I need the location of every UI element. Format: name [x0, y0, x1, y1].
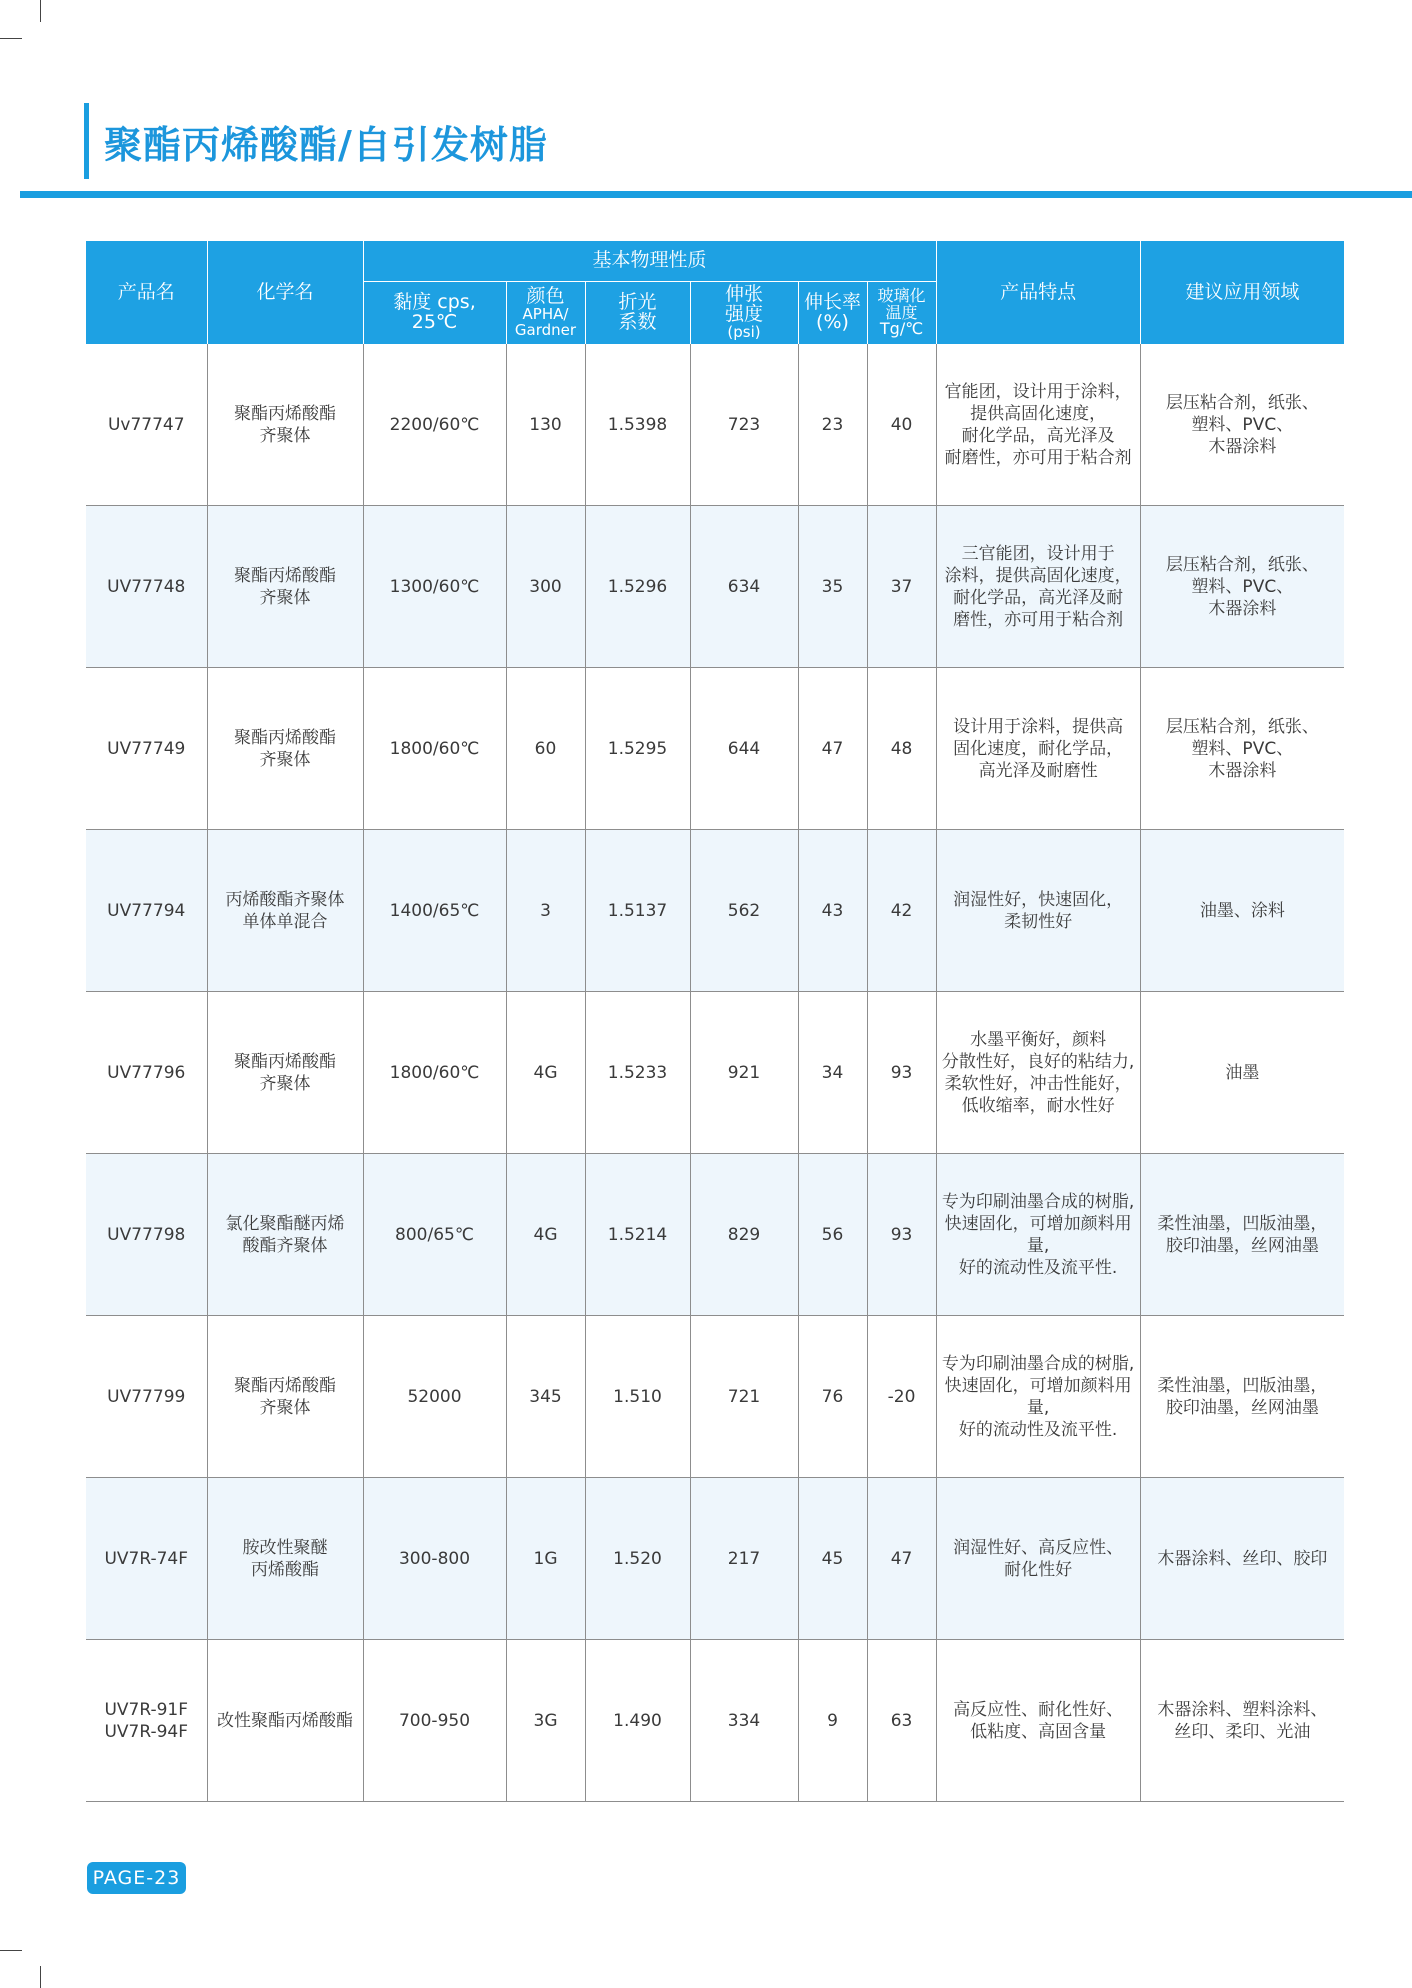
header-glass-transition: 玻璃化 温度 Tg/℃: [867, 282, 936, 345]
table-row: [86, 830, 1344, 992]
cell-features: [936, 1640, 1140, 1802]
cell-glass-transition: 63: [867, 1640, 936, 1802]
cell-color: 300: [506, 506, 585, 668]
cell-applications-line: 丝印、柔印、光油: [1174, 1721, 1311, 1742]
cell-elongation: 47: [798, 668, 867, 830]
cell-applications-line: 柔性油墨，凹版油墨，: [1157, 1213, 1328, 1234]
cell-features: [936, 506, 1140, 668]
cell-product: [86, 830, 207, 992]
cell-viscosity: 1800/60℃: [363, 668, 506, 830]
cell-features-line: 分散性好，良好的粘结力,: [941, 1051, 1135, 1072]
cell-applications-line: 木器涂料: [1208, 436, 1277, 457]
cell-features-line: 润湿性好、高反应性、: [953, 1537, 1124, 1558]
cell-applications-line: 层压粘合剂，纸张、: [1165, 554, 1319, 575]
cell-applications-line: 油墨: [1225, 1062, 1260, 1083]
cell-glass-transition: 42: [867, 830, 936, 992]
cell-tensile-strength: 634: [690, 506, 798, 668]
cell-chemical: [207, 830, 363, 992]
cell-applications-line: 木器涂料、丝印、胶印: [1157, 1548, 1328, 1569]
cell-applications-line: 层压粘合剂，纸张、: [1165, 716, 1319, 737]
cell-features: [936, 1154, 1140, 1316]
cell-applications-line: 塑料、PVC、: [1191, 576, 1294, 597]
cell-elongation: 35: [798, 506, 867, 668]
cell-chemical: [207, 344, 363, 506]
cell-applications-line: 木器涂料: [1208, 760, 1277, 781]
product-spec-table: [86, 241, 1344, 1802]
cell-refractive-index: 1.5296: [585, 506, 690, 668]
cell-tensile-strength: 829: [690, 1154, 798, 1316]
cell-color: 3G: [506, 1640, 585, 1802]
cell-tensile-strength: 334: [690, 1640, 798, 1802]
page-number-badge: PAGE-23: [87, 1862, 186, 1894]
cell-color: 4G: [506, 992, 585, 1154]
cell-color: 4G: [506, 1154, 585, 1316]
cell-tensile-strength: 644: [690, 668, 798, 830]
cell-product-line: UV77794: [107, 900, 186, 921]
cell-refractive-index: 1.490: [585, 1640, 690, 1802]
cell-applications-line: 胶印油墨，丝网油墨: [1165, 1235, 1319, 1256]
title-accent-bar: [84, 103, 89, 179]
cell-applications: [1140, 992, 1344, 1154]
cell-glass-transition: 93: [867, 1154, 936, 1316]
cell-chemical: [207, 1316, 363, 1478]
cell-features-line: 好的流动性及流平性.: [958, 1257, 1118, 1278]
cell-applications-line: 木器涂料: [1208, 598, 1277, 619]
cell-chemical-line: 丙烯酸酯齐聚体: [225, 889, 345, 910]
table-row: [86, 1640, 1344, 1802]
header-physical-properties: 基本物理性质: [363, 241, 936, 282]
cell-features-line: 耐化性好: [1004, 1559, 1073, 1580]
crop-mark: [0, 1950, 22, 1951]
header-viscosity: 黏度 cps, 25℃: [363, 282, 506, 345]
cell-glass-transition: 48: [867, 668, 936, 830]
cell-product-line: UV77748: [107, 576, 186, 597]
cell-viscosity: 1300/60℃: [363, 506, 506, 668]
cell-applications: [1140, 1154, 1344, 1316]
cell-product: [86, 992, 207, 1154]
crop-mark: [40, 0, 41, 22]
cell-features-line: 三官能团，设计用于: [961, 543, 1115, 564]
cell-features: [936, 344, 1140, 506]
cell-refractive-index: 1.5233: [585, 992, 690, 1154]
cell-product-line: UV7R-74F: [104, 1548, 189, 1569]
cell-product: [86, 1478, 207, 1640]
cell-chemical-line: 酸酯齐聚体: [242, 1235, 328, 1256]
cell-chemical: [207, 1640, 363, 1802]
table-row: [86, 668, 1344, 830]
cell-viscosity: 1400/65℃: [363, 830, 506, 992]
cell-features-line: 柔韧性好: [1004, 911, 1073, 932]
cell-features-line: 耐化学品，高光泽及: [961, 425, 1115, 446]
cell-product: [86, 1316, 207, 1478]
cell-elongation: 9: [798, 1640, 867, 1802]
cell-chemical-line: 改性聚酯丙烯酸酯: [217, 1710, 353, 1731]
cell-tensile-strength: 562: [690, 830, 798, 992]
page-title: 聚酯丙烯酸酯/自引发树脂: [104, 123, 548, 167]
cell-applications-line: 油墨、涂料: [1199, 900, 1285, 921]
cell-product: [86, 1154, 207, 1316]
cell-features-line: 提供高固化速度，: [970, 403, 1107, 424]
cell-elongation: 76: [798, 1316, 867, 1478]
cell-elongation: 43: [798, 830, 867, 992]
cell-features-line: 快速固化，可增加颜料用量,: [944, 1375, 1132, 1418]
cell-applications-line: 胶印油墨，丝网油墨: [1165, 1397, 1319, 1418]
cell-chemical-line: 齐聚体: [259, 1073, 311, 1094]
crop-mark: [0, 38, 22, 39]
cell-elongation: 56: [798, 1154, 867, 1316]
cell-refractive-index: 1.5214: [585, 1154, 690, 1316]
cell-features-line: 高反应性、耐化性好、: [953, 1699, 1124, 1720]
cell-tensile-strength: 217: [690, 1478, 798, 1640]
cell-glass-transition: -20: [867, 1316, 936, 1478]
header-color: 颜色 APHA/ Gardner: [506, 282, 585, 345]
cell-product-line: UV7R-94F: [104, 1721, 189, 1742]
cell-chemical-line: 聚酯丙烯酸酯: [234, 403, 336, 424]
cell-refractive-index: 1.5137: [585, 830, 690, 992]
cell-chemical-line: 齐聚体: [259, 749, 311, 770]
cell-features: [936, 992, 1140, 1154]
cell-features: [936, 668, 1140, 830]
cell-chemical-line: 齐聚体: [259, 425, 311, 446]
cell-elongation: 34: [798, 992, 867, 1154]
cell-chemical-line: 单体单混合: [242, 911, 328, 932]
cell-elongation: 45: [798, 1478, 867, 1640]
cell-chemical-line: 聚酯丙烯酸酯: [234, 1375, 336, 1396]
cell-chemical-line: 聚酯丙烯酸酯: [234, 727, 336, 748]
cell-features-line: 低收缩率，耐水性好: [961, 1095, 1115, 1116]
cell-applications-line: 塑料、PVC、: [1191, 414, 1294, 435]
table-row: [86, 1478, 1344, 1640]
cell-refractive-index: 1.5398: [585, 344, 690, 506]
cell-chemical: [207, 668, 363, 830]
header-applications: 建议应用领域: [1140, 241, 1344, 344]
cell-features-line: 磨性，亦可用于粘合剂: [953, 609, 1124, 630]
cell-refractive-index: 1.520: [585, 1478, 690, 1640]
header-features: 产品特点: [936, 241, 1140, 344]
cell-chemical: [207, 1154, 363, 1316]
cell-product: [86, 344, 207, 506]
cell-color: 60: [506, 668, 585, 830]
cell-tensile-strength: 921: [690, 992, 798, 1154]
cell-product: [86, 506, 207, 668]
cell-features-line: 低粘度、高固含量: [970, 1721, 1107, 1742]
cell-applications: [1140, 1478, 1344, 1640]
cell-chemical-line: 胺改性聚醚: [242, 1537, 328, 1558]
cell-tensile-strength: 721: [690, 1316, 798, 1478]
cell-viscosity: 700-950: [363, 1640, 506, 1802]
cell-chemical-line: 聚酯丙烯酸酯: [234, 565, 336, 586]
table-body: [86, 344, 1344, 1802]
cell-glass-transition: 47: [867, 1478, 936, 1640]
cell-refractive-index: 1.5295: [585, 668, 690, 830]
cell-glass-transition: 40: [867, 344, 936, 506]
cell-features: [936, 830, 1140, 992]
cell-chemical-line: 丙烯酸酯: [251, 1559, 319, 1580]
cell-features: [936, 1478, 1140, 1640]
header-rule: [20, 191, 1412, 198]
cell-product-line: UV77749: [107, 738, 186, 759]
cell-chemical-line: 齐聚体: [259, 1397, 311, 1418]
cell-features: [936, 1316, 1140, 1478]
header-elongation: 伸长率 (%): [798, 282, 867, 345]
cell-color: 1G: [506, 1478, 585, 1640]
cell-viscosity: 1800/60℃: [363, 992, 506, 1154]
table-row: [86, 344, 1344, 506]
cell-applications-line: 柔性油墨，凹版油墨，: [1157, 1375, 1328, 1396]
cell-applications-line: 木器涂料、塑料涂料、: [1157, 1699, 1328, 1720]
header-tensile-strength: 伸张 强度 (psi): [690, 282, 798, 345]
header-product: 产品名: [86, 241, 207, 344]
cell-product-line: UV7R-91F: [104, 1699, 189, 1720]
cell-features-line: 官能团，设计用于涂料，: [944, 381, 1132, 402]
cell-color: 345: [506, 1316, 585, 1478]
cell-color: 3: [506, 830, 585, 992]
table-row: [86, 1154, 1344, 1316]
cell-features-line: 耐磨性，亦可用于粘合剂: [944, 447, 1132, 468]
cell-viscosity: 800/65℃: [363, 1154, 506, 1316]
header-chemical: 化学名: [207, 241, 363, 344]
cell-features-line: 高光泽及耐磨性: [978, 760, 1098, 781]
cell-chemical: [207, 506, 363, 668]
cell-chemical-line: 聚酯丙烯酸酯: [234, 1051, 336, 1072]
cell-features-line: 好的流动性及流平性.: [958, 1419, 1118, 1440]
cell-chemical-line: 氯化聚酯醚丙烯: [225, 1213, 345, 1234]
cell-product-line: Uv77747: [107, 414, 185, 435]
cell-product: [86, 1640, 207, 1802]
cell-features-line: 润湿性好，快速固化，: [953, 889, 1124, 910]
cell-applications: [1140, 1316, 1344, 1478]
cell-applications: [1140, 830, 1344, 992]
cell-chemical: [207, 1478, 363, 1640]
cell-color: 130: [506, 344, 585, 506]
cell-chemical: [207, 992, 363, 1154]
cell-features-line: 专为印刷油墨合成的树脂,: [941, 1353, 1135, 1374]
cell-features-line: 专为印刷油墨合成的树脂,: [941, 1191, 1135, 1212]
cell-viscosity: 2200/60℃: [363, 344, 506, 506]
cell-applications: [1140, 1640, 1344, 1802]
cell-features-line: 固化速度，耐化学品，: [953, 738, 1124, 759]
table-row: [86, 1316, 1344, 1478]
cell-product-line: UV77796: [107, 1062, 186, 1083]
cell-viscosity: 52000: [363, 1316, 506, 1478]
cell-applications: [1140, 344, 1344, 506]
table-row: [86, 506, 1344, 668]
cell-features-line: 水墨平衡好，颜料: [970, 1029, 1107, 1050]
cell-features-line: 涂料，提供高固化速度，: [944, 565, 1132, 586]
cell-features-line: 快速固化，可增加颜料用量,: [944, 1213, 1132, 1256]
cell-product: [86, 668, 207, 830]
table-row: [86, 992, 1344, 1154]
cell-glass-transition: 93: [867, 992, 936, 1154]
cell-elongation: 23: [798, 344, 867, 506]
cell-applications: [1140, 668, 1344, 830]
cell-product-line: UV77798: [107, 1224, 186, 1245]
cell-viscosity: 300-800: [363, 1478, 506, 1640]
cell-product-line: UV77799: [107, 1386, 186, 1407]
crop-mark: [40, 1966, 41, 1988]
cell-glass-transition: 37: [867, 506, 936, 668]
cell-applications-line: 塑料、PVC、: [1191, 738, 1294, 759]
cell-features-line: 柔软性好，冲击性能好，: [944, 1073, 1132, 1094]
cell-applications-line: 层压粘合剂，纸张、: [1165, 392, 1319, 413]
cell-refractive-index: 1.510: [585, 1316, 690, 1478]
header-refractive-index: 折光 系数: [585, 282, 690, 345]
cell-tensile-strength: 723: [690, 344, 798, 506]
cell-applications: [1140, 506, 1344, 668]
cell-features-line: 耐化学品，高光泽及耐: [953, 587, 1124, 608]
cell-features-line: 设计用于涂料，提供高: [953, 716, 1124, 737]
cell-chemical-line: 齐聚体: [259, 587, 311, 608]
